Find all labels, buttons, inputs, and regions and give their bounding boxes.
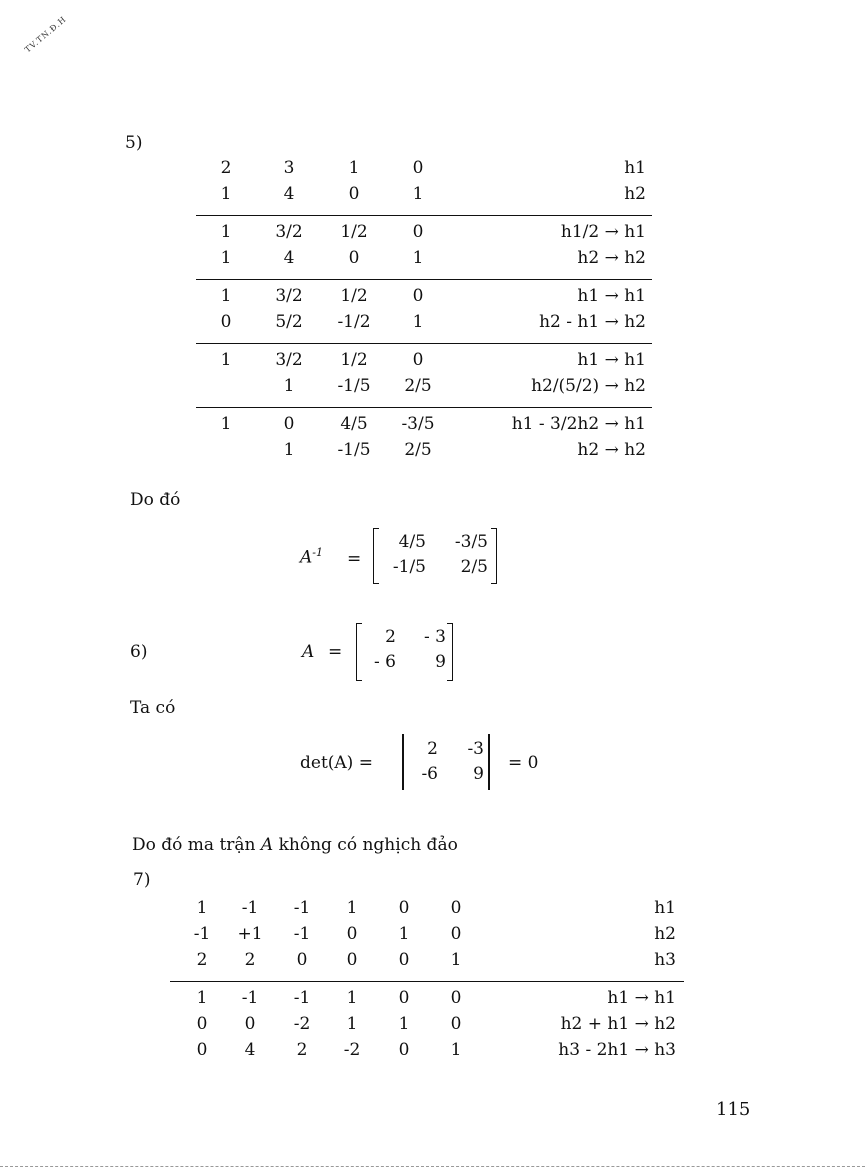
table-cell: 3 <box>283 158 295 178</box>
table-cell: 3/2 <box>275 350 303 370</box>
table-cell: 0 <box>296 950 308 970</box>
table-cell: 1 <box>450 950 462 970</box>
row-operation: h1 → h1 <box>607 988 676 1008</box>
matrix-cell: -1/5 <box>392 557 426 577</box>
table-cell: 1 <box>346 898 358 918</box>
inverse-superscript: -1 <box>312 546 323 559</box>
row-operation: h1 <box>654 898 676 918</box>
table-cell: 1 <box>220 286 232 306</box>
no-inverse-text: Do đó ma trận A không có nghịch đảo <box>132 835 458 855</box>
row-operation: h1 <box>624 158 646 178</box>
table-cell: 1 <box>450 1040 462 1060</box>
table-cell: 2/5 <box>404 376 432 396</box>
matrix-cell: -3/5 <box>454 532 488 552</box>
table-cell: -1 <box>293 898 311 918</box>
table-cell: -2 <box>293 1014 311 1034</box>
table-cell: 0 <box>412 286 424 306</box>
row-operation: h2 → h2 <box>577 440 646 460</box>
divider <box>196 407 652 408</box>
table-cell: 0 <box>450 988 462 1008</box>
det-cell: -6 <box>421 764 438 784</box>
table-cell: 0 <box>348 184 360 204</box>
table-cell: 0 <box>412 222 424 242</box>
table-cell: 0 <box>398 1040 410 1060</box>
table-cell: 0 <box>348 248 360 268</box>
table-cell: -1 <box>241 988 259 1008</box>
matrix-cell: 9 <box>435 652 446 672</box>
det-cell: -3 <box>467 739 484 759</box>
table-cell: 2 <box>196 950 208 970</box>
table-cell: 3/2 <box>275 222 303 242</box>
row-operation: h3 - 2h1 → h3 <box>558 1040 676 1060</box>
row-operation: h1 → h1 <box>577 350 646 370</box>
table-cell: 1 <box>412 248 424 268</box>
table-cell: -3/5 <box>401 414 435 434</box>
table-cell: 0 <box>196 1040 208 1060</box>
table-cell: -1 <box>193 924 211 944</box>
matrix-cell: - 6 <box>374 652 396 672</box>
table-cell: 0 <box>398 898 410 918</box>
table-cell: -1 <box>241 898 259 918</box>
inverse-lhs: $A^{-1}$ <box>300 546 323 568</box>
table-cell: -1 <box>293 924 311 944</box>
right-bracket <box>447 623 453 681</box>
row-operation: h2 - h1 → h2 <box>539 312 646 332</box>
row-operation: h2 <box>624 184 646 204</box>
right-bracket <box>491 528 497 584</box>
table-cell: -1/5 <box>337 376 371 396</box>
table-cell: 3/2 <box>275 286 303 306</box>
divider <box>170 981 684 982</box>
row-operation: h2 → h2 <box>577 248 646 268</box>
table-cell: 0 <box>196 1014 208 1034</box>
matrix-cell: 2 <box>385 627 396 647</box>
det-right-bar <box>488 734 490 790</box>
table-cell: 0 <box>244 1014 256 1034</box>
table-cell: 1 <box>346 988 358 1008</box>
divider <box>196 343 652 344</box>
row-operation: h2 + h1 → h2 <box>560 1014 676 1034</box>
table-cell: 1 <box>412 312 424 332</box>
table-cell: 1 <box>346 1014 358 1034</box>
table-cell: 0 <box>412 158 424 178</box>
table-cell: -1 <box>293 988 311 1008</box>
table-cell: 1/2 <box>340 350 368 370</box>
table-cell: 1 <box>220 414 232 434</box>
row-operation: h1 - 3/2h2 → h1 <box>511 414 646 434</box>
page-number: 115 <box>716 1099 751 1120</box>
page-bottom-border <box>0 1166 865 1167</box>
table-cell: -1/5 <box>337 440 371 460</box>
table-cell: 2 <box>244 950 256 970</box>
table-cell: 1 <box>220 222 232 242</box>
matrix-cell: 2/5 <box>460 557 488 577</box>
table-cell: 0 <box>412 350 424 370</box>
table-cell: 1 <box>196 898 208 918</box>
section-5-label: 5) <box>125 133 143 153</box>
row-operation: h3 <box>654 950 676 970</box>
table-cell: 1 <box>398 924 410 944</box>
det-lhs: det(A) = <box>300 753 373 773</box>
table-cell: -2 <box>343 1040 361 1060</box>
library-stamp: TV.TN.Đ.H <box>23 14 69 55</box>
divider <box>196 215 652 216</box>
section-7-label: 7) <box>133 870 151 890</box>
matrix-cell: 4/5 <box>398 532 426 552</box>
table-cell: 0 <box>398 950 410 970</box>
table-cell: 1 <box>196 988 208 1008</box>
equals-sign: = <box>347 549 362 569</box>
table-cell: 0 <box>398 988 410 1008</box>
matrix-a-lhs: A <box>302 642 315 662</box>
table-cell: 1 <box>412 184 424 204</box>
table-cell: 1 <box>220 248 232 268</box>
det-cell: 2 <box>427 739 438 759</box>
equals-sign: = <box>328 642 343 662</box>
table-cell: 4/5 <box>340 414 368 434</box>
table-cell: 1/2 <box>340 286 368 306</box>
section-6-label: 6) <box>130 642 148 662</box>
det-left-bar <box>402 734 404 790</box>
det-cell: 9 <box>473 764 484 784</box>
table-cell: 2 <box>220 158 232 178</box>
table-cell: 4 <box>244 1040 256 1060</box>
table-cell: 1 <box>283 376 295 396</box>
table-cell: 1 <box>348 158 360 178</box>
table-cell: 0 <box>450 898 462 918</box>
row-operation: h2/(5/2) → h2 <box>531 376 646 396</box>
table-cell: 0 <box>450 1014 462 1034</box>
row-operation: h1/2 → h1 <box>560 222 646 242</box>
table-cell: 1 <box>220 350 232 370</box>
table-cell: 2/5 <box>404 440 432 460</box>
table-cell: 1 <box>220 184 232 204</box>
table-cell: 4 <box>283 248 295 268</box>
table-cell: 0 <box>220 312 232 332</box>
table-cell: 1 <box>398 1014 410 1034</box>
row-operation: h1 → h1 <box>577 286 646 306</box>
det-result: = 0 <box>508 753 539 773</box>
table-cell: +1 <box>237 924 263 944</box>
table-cell: 0 <box>346 950 358 970</box>
table-cell: 4 <box>283 184 295 204</box>
table-cell: 0 <box>346 924 358 944</box>
table-cell: 2 <box>296 1040 308 1060</box>
divider <box>196 279 652 280</box>
table-cell: -1/2 <box>337 312 371 332</box>
matrix-cell: - 3 <box>424 627 446 647</box>
table-cell: 0 <box>450 924 462 944</box>
table-cell: 1/2 <box>340 222 368 242</box>
ta-co-text: Ta có <box>130 698 176 718</box>
table-cell: 5/2 <box>275 312 303 332</box>
row-operation: h2 <box>654 924 676 944</box>
table-cell: 1 <box>283 440 295 460</box>
table-cell: 0 <box>283 414 295 434</box>
conclusion-text: Do đó <box>130 490 181 510</box>
